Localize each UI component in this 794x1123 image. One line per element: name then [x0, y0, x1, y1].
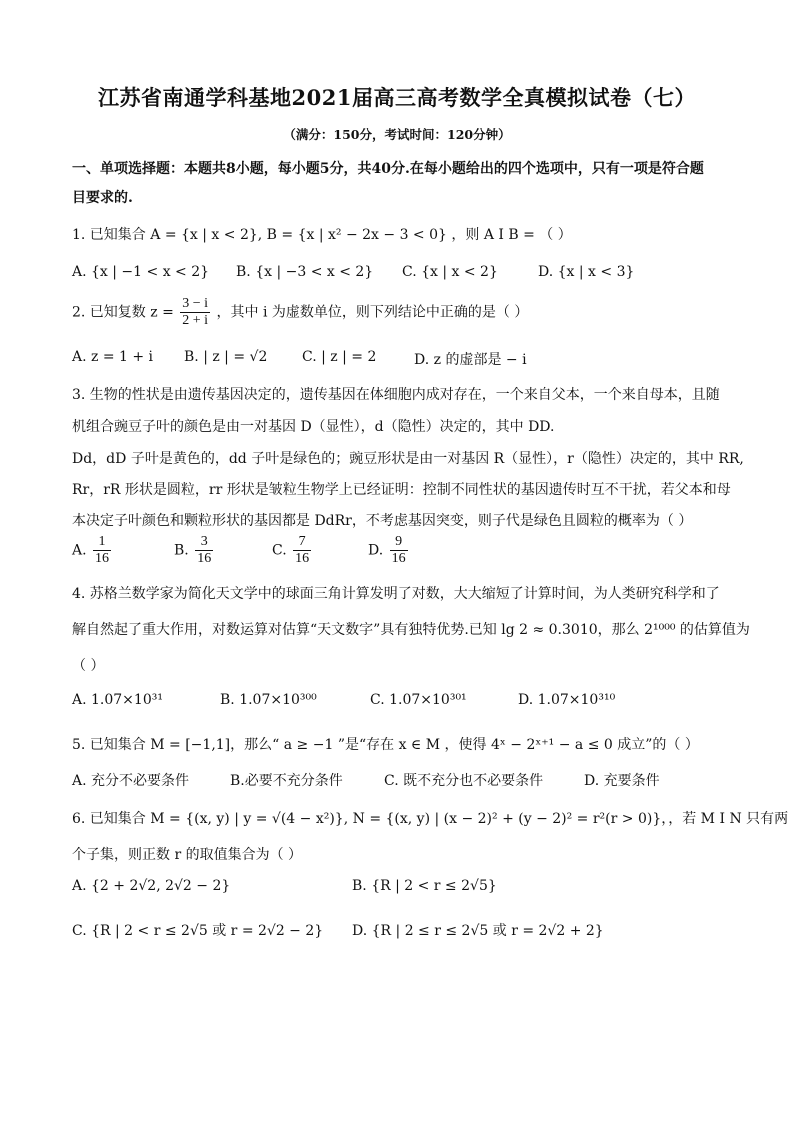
q3-option-a-denominator: 16 [95, 551, 110, 566]
question-4-line2: 解自然起了重大作用，对数运算对估算“天文数字”具有独特优势.已知 lg 2 ≈ 0.3010，那么 2¹⁰⁰⁰ 的估算值为 [72, 622, 750, 638]
q5-option-b: B.必要不充分条件 [230, 773, 343, 789]
section-heading-line2: 目要求的. [72, 190, 133, 206]
q6-option-b: B. {R | 2 < r ≤ 2√5} [352, 878, 497, 894]
q3-option-c-numerator: 7 [293, 534, 311, 551]
q1-option-c: C. {x | x < 2} [402, 264, 498, 280]
question-5-stem: 5. 已知集合 M = [−1,1]，那么“ a ≥ −1 ”是“存在 x ∈ M ，使得 4ˣ − 2ˣ⁺¹ − a ≤ 0 成立”的（ ） [72, 737, 699, 753]
q3-option-b-denominator: 16 [197, 551, 212, 566]
q3-option-b [174, 534, 215, 567]
q3-option-c-label: C. [272, 542, 287, 559]
q2-stem-post: ，其中 i 为虚数单位，则下列结论中正确的是（ ） [216, 304, 529, 321]
question-1-stem: 1. 已知集合 A = {x | x < 2}, B = {x | x² − 2x − 3 < 0} ，则 A I B = （ ） [72, 227, 572, 243]
q1-option-b: B. {x | −3 < x < 2} [236, 264, 374, 280]
q2-option-c: C. | z | = 2 [302, 349, 377, 365]
q3-option-d-numerator: 9 [390, 534, 408, 551]
q3-option-a-numerator: 1 [93, 534, 111, 551]
q3-option-d-label: D. [368, 542, 384, 559]
q3-option-d [368, 534, 410, 567]
q6-option-c: C. {R | 2 < r ≤ 2√5 或 r = 2√2 − 2} [72, 923, 324, 939]
question-6-line1: 6. 已知集合 M = {(x, y) | y = √(4 − x²)}, N = {(x, y) | (x − 2)² + (y − 2)² = r²(r > 0)}，，若 M I N 只有两 [72, 811, 789, 827]
q4-option-d: D. 1.07×10³¹⁰ [518, 692, 616, 708]
q3-option-a-label: A. [72, 542, 87, 559]
q2-fraction-numerator: 3 − i [182, 296, 209, 311]
q5-option-c: C. 既不充分也不必要条件 [384, 773, 544, 789]
question-2-stem [72, 296, 528, 329]
q2-stem-pre: 2. 已知复数 z = [72, 304, 174, 321]
q6-option-d: D. {R | 2 ≤ r ≤ 2√5 或 r = 2√2 + 2} [352, 923, 604, 939]
q3-option-c [272, 534, 313, 567]
question-4-line3: （ ） [72, 658, 105, 674]
q2-fraction [180, 296, 210, 329]
q3-option-c-denominator: 16 [295, 551, 310, 566]
q3-option-d-fraction [390, 534, 408, 567]
question-3-line3: Dd，dD 子叶是黄色的，dd 子叶是绿色的；豌豆形状是由一对基因 R（显性），r（隐性）决定的，其中 RR, [72, 451, 744, 467]
q6-option-a: A. {2 + 2√2, 2√2 − 2} [72, 878, 231, 894]
q3-option-d-denominator: 16 [391, 551, 406, 566]
question-3-line5: 本决定子叶颜色和颗粒形状的基因都是 DdRr，不考虑基因突变，则子代是绿色且圆粒的概率为（ ） [72, 513, 693, 529]
q3-option-b-fraction [195, 534, 213, 567]
q3-option-a [72, 534, 113, 567]
question-3-line4: Rr，rR 形状是圆粒，rr 形状是皱粒生物学上已经证明：控制不同性状的基因遗传时互不干扰，若父本和母 [72, 482, 731, 498]
q2-option-a: A. z = 1 + i [72, 349, 154, 365]
q3-option-b-label: B. [174, 542, 189, 559]
q1-option-a: A. {x | −1 < x < 2} [72, 264, 210, 280]
q4-option-c: C. 1.07×10³⁰¹ [370, 692, 467, 708]
question-3-line2: 机组合豌豆子叶的颜色是由一对基因 D（显性），d（隐性）决定的，其中 DD. [72, 419, 555, 435]
question-3-line1: 3. 生物的性状是由遗传基因决定的，遗传基因在体细胞内成对存在，一个来自父本，一个来自母本，且随 [72, 387, 720, 403]
q5-option-a: A. 充分不必要条件 [72, 773, 190, 789]
exam-title: 江苏省南通学科基地2021届高三高考数学全真模拟试卷（七） [98, 85, 696, 110]
q2-option-b: B. | z | = √2 [184, 349, 268, 365]
q3-option-b-numerator: 3 [195, 534, 213, 551]
q4-option-b: B. 1.07×10³⁰⁰ [220, 692, 317, 708]
question-4-line1: 4. 苏格兰数学家为简化天文学中的球面三角计算发明了对数，大大缩短了计算时间，为人类研究科学和了 [72, 586, 720, 602]
q2-fraction-denominator: 2 + i [182, 313, 209, 328]
q2-option-d: D. z 的虚部是 − i [414, 352, 527, 368]
q1-option-d: D. {x | x < 3} [538, 264, 635, 280]
exam-subtitle: （满分：150分，考试时间：120分钟） [283, 127, 511, 142]
section-heading-line1: 一、单项选择题：本题共8小题，每小题5分，共40分.在每小题给出的四个选项中，只有一项是符合题 [72, 161, 704, 177]
q4-option-a: A. 1.07×10³¹ [72, 692, 163, 708]
q3-option-c-fraction [293, 534, 311, 567]
question-6-line2: 个子集，则正数 r 的取值集合为（ ） [72, 847, 303, 863]
q3-option-a-fraction [93, 534, 111, 567]
q5-option-d: D. 充要条件 [584, 773, 660, 789]
